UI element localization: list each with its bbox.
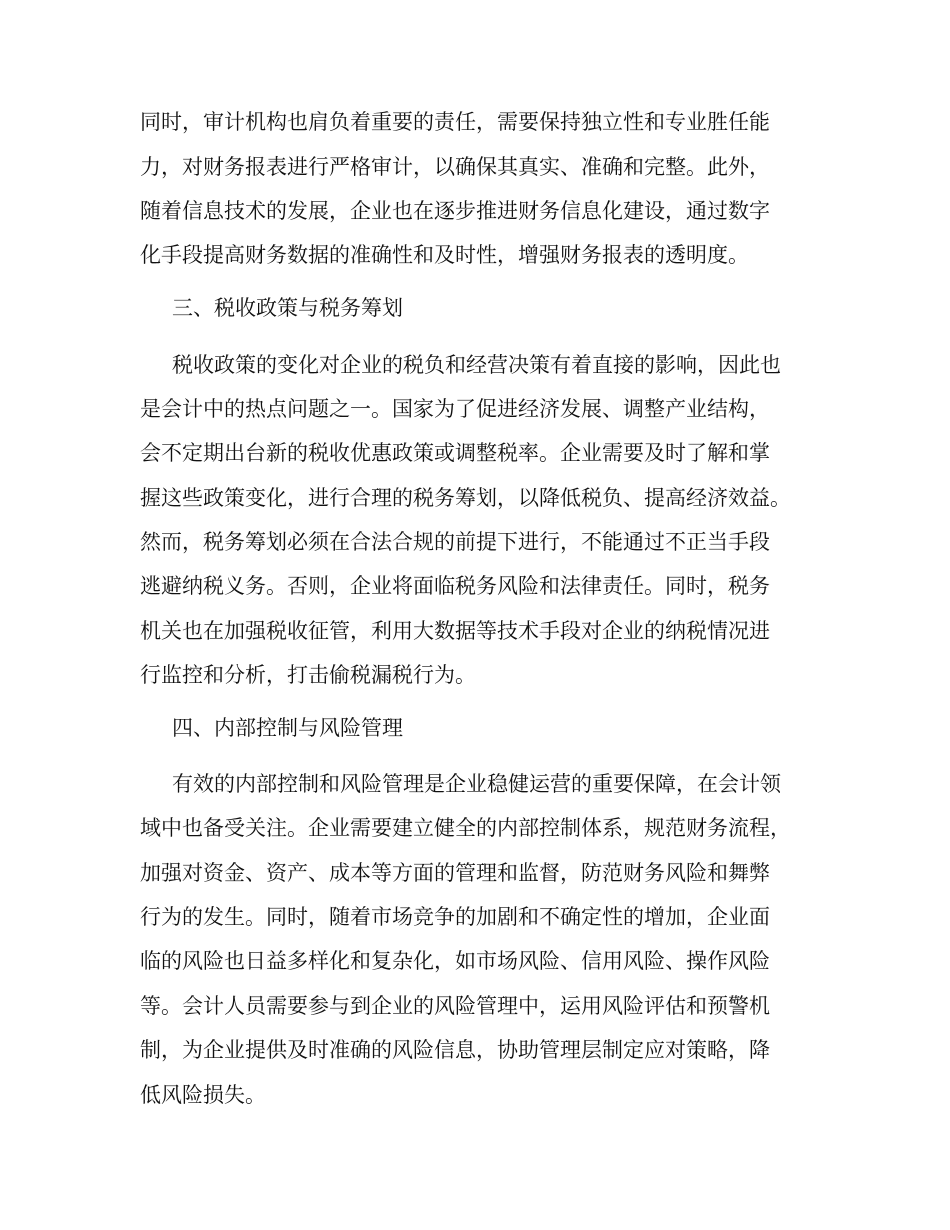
paragraph-1-line-2: 力，对财务报表进行严格审计，以确保其真实、准确和完整。此外， <box>140 155 770 179</box>
section-heading-3: 三、税收政策与税务筹划 <box>172 296 403 320</box>
paragraph-3-line-2: 域中也备受关注。企业需要建立健全的内部控制体系，规范财务流程， <box>140 816 791 840</box>
paragraph-2-line-2: 是会计中的热点问题之一。国家为了促进经济发展、调整产业结构， <box>140 397 770 421</box>
paragraph-2-line-7: 机关也在加强税收征管，利用大数据等技术手段对企业的纳税情况进 <box>140 619 770 643</box>
paragraph-3-line-1: 有效的内部控制和风险管理是企业稳健运营的重要保障，在会计领 <box>172 772 781 796</box>
paragraph-2-line-6: 逃避纳税义务。否则，企业将面临税务风险和法律责任。同时，税务 <box>140 574 770 598</box>
paragraph-1-line-4: 化手段提高财务数据的准确性和及时性，增强财务报表的透明度。 <box>140 243 749 267</box>
paragraph-2-line-3: 会不定期出台新的税收优惠政策或调整税率。企业需要及时了解和掌 <box>140 441 770 465</box>
paragraph-2-line-1: 税收政策的变化对企业的税负和经营决策有着直接的影响，因此也 <box>172 353 781 377</box>
paragraph-2-line-8: 行监控和分析，打击偷税漏税行为。 <box>140 663 476 687</box>
paragraph-3-line-5: 临的风险也日益多样化和复杂化，如市场风险、信用风险、操作风险 <box>140 949 770 973</box>
paragraph-3-line-3: 加强对资金、资产、成本等方面的管理和监督，防范财务风险和舞弊 <box>140 861 770 885</box>
section-heading-4: 四、内部控制与风险管理 <box>172 716 403 740</box>
paragraph-2-line-5: 然而，税务筹划必须在合法合规的前提下进行，不能通过不正当手段 <box>140 530 770 554</box>
paragraph-3-line-4: 行为的发生。同时，随着市场竞争的加剧和不确定性的增加，企业面 <box>140 905 770 929</box>
paragraph-1-line-1: 同时，审计机构也肩负着重要的责任，需要保持独立性和专业胜任能 <box>140 110 770 134</box>
paragraph-3-line-7: 制，为企业提供及时准确的风险信息，协助管理层制定应对策略，降 <box>140 1038 770 1062</box>
paragraph-2-line-4: 握这些政策变化，进行合理的税务筹划，以降低税负、提高经济效益。 <box>140 486 791 510</box>
paragraph-3-line-6: 等。会计人员需要参与到企业的风险管理中，运用风险评估和预警机 <box>140 994 770 1018</box>
paragraph-1-line-3: 随着信息技术的发展，企业也在逐步推进财务信息化建设，通过数字 <box>140 199 770 223</box>
paragraph-3-line-8: 低风险损失。 <box>140 1083 266 1107</box>
